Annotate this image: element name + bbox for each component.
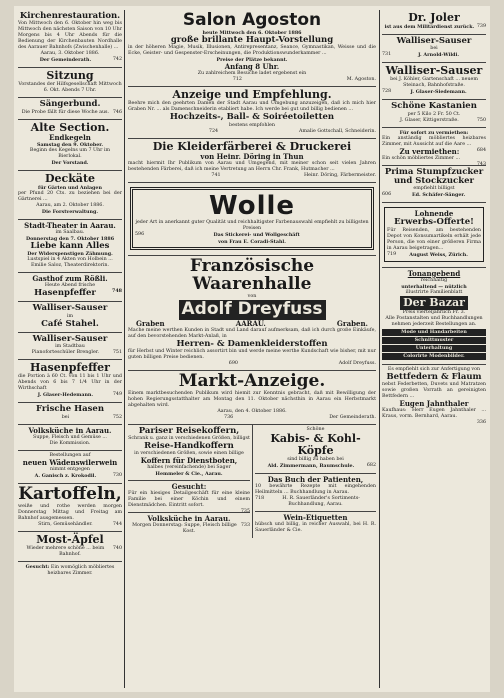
ad-subtitle: bestens empfohlen — [229, 122, 275, 128]
ad-headline: Reise-Handkoffern — [144, 441, 234, 452]
ad-headline: große brillante Haupt-Vorstellung — [170, 34, 334, 45]
ad-gesucht-koechin — [128, 481, 250, 513]
ad-frische-hasen — [18, 403, 122, 424]
ad-play-subtitle: Der Widerspenstigen Zähmung. — [27, 251, 113, 258]
ads-bottom-row — [128, 425, 376, 539]
ad-hasenpfeffer — [18, 360, 122, 403]
ad-body: per 5 Kilo 2 Fr. 50 Ct. — [407, 111, 461, 117]
ad-body: Beehre mich den geehrten Damen der Stadt Aarau und Umgebung anzuzeigen, daß ich mich hier Graben Nr. ... als Damenschneiderin etabliert habe. Ich werde bei gut und billig bedienen ... — [128, 101, 376, 113]
ad-feature-3: Unterhaltung — [415, 344, 453, 351]
ad-signature: Das Stickerei- und Wollgeschäft — [213, 232, 300, 239]
ad-number: 750 — [476, 117, 486, 123]
ad-signature: J. Glaser-Hedemann. — [37, 392, 94, 399]
ad-headline: Hochzeits-, Ball- & Soiréetoiletten — [169, 112, 335, 123]
ad-title: Walliser-Sauser — [32, 303, 108, 314]
ad-title: Gesucht: — [25, 563, 50, 570]
ad-gasthof-roessli — [18, 273, 122, 302]
ad-body: empfiehlt billigst — [413, 186, 455, 192]
ad-walliser-arnold — [382, 35, 486, 63]
ad-body: 10 bewährte Rezepte mit eingehenden Heilmitteln ... Buchhandlung in Aarau. — [255, 483, 376, 495]
ad-title: Kartoffeln, — [18, 483, 122, 504]
ad-body-2: für Herbst und Winter reichlich assortirt bin und werde meine werthe Kundschaft wie bisher, mit nur guten billigen Preise bedienen. — [128, 349, 376, 360]
ad-title: Stadt-Theater in Aarau. — [24, 220, 116, 230]
ad-kind: illustrirte Familienblatt — [405, 289, 463, 295]
ad-date: Aarau, 3. Oktober 1886. — [40, 51, 100, 57]
ad-body: sind billig zu haben bei — [287, 456, 344, 462]
ad-number-2: 743 — [476, 161, 486, 167]
ad-body: Wieder mehrere schöne ... beim Bahnhof. — [26, 545, 105, 557]
ad-signature: M. Agoston. — [346, 77, 376, 83]
ad-title: Dr. Joler — [408, 11, 460, 24]
ad-headline: Adolf Dreyfuss — [179, 300, 326, 320]
ad-number: 742 — [112, 57, 122, 63]
ad-signature: Emilie Saloz, Theaterdirektorin. — [30, 263, 110, 269]
ad-body: hübsch und billig, in reicher Auswahl, bei H. R. Sauerländer & Cie. — [255, 521, 376, 533]
ad-body: Morgen Donnerstag: Suppe, Fleisch billige Kost. — [132, 523, 237, 535]
ad-title: Salon Agoston — [182, 10, 322, 30]
ad-body: ist aus dem Militärdienst zurück. — [384, 24, 475, 31]
ad-title: Volksküche in Aarau. — [147, 514, 231, 524]
ad-title: Wolle — [208, 190, 296, 221]
ad-body: Beginn des Kegelns um 7 Uhr im Bierlokal. — [29, 147, 111, 159]
ad-number: 741 — [211, 172, 221, 178]
ad-signature: Die Forstverwaltung. — [41, 208, 99, 215]
ad-pretitle: Lohnende — [414, 209, 454, 219]
ad-body: Heute Abend frische — [44, 283, 96, 289]
ad-body-2: Kaufhaus: Herr Eugen Jahnthaler ... Kraus, vorm. Bernhard, Aarau. — [382, 408, 486, 419]
ad-gesucht — [18, 562, 122, 580]
ad-signature: H. R. Sauerländer's Sortiments-Buchhandlung, Aarau. — [282, 495, 360, 507]
ad-body: Einem marktbesuchenden Publikum wird hiemit zur Kenntnis gebracht, daß mit Bewilligung der hohen Regierungsstatthalter am Montag den 11. Oktober nächsthin in Aarau ein Herbstmarkt abgehalten wird. — [128, 390, 376, 408]
ad-number: 735 — [240, 509, 250, 515]
ad-title: Walliser-Sauser — [32, 334, 108, 345]
ad-body: nebst Federbetten, Duvets und Matratzen sowie großen Vorrath an gereinigten Bettfedern ... — [382, 382, 486, 399]
ad-zimmer — [382, 128, 486, 166]
ad-title: Französische Waarenhalle — [189, 256, 315, 294]
ad-number: 749 — [112, 392, 122, 398]
ad-number: 596 — [135, 232, 145, 238]
ad-volkskueche-2 — [128, 513, 250, 538]
ad-body: Lustspiel in 4 Akten von Holbein ... — [27, 257, 113, 263]
ad-subtitle: für Gärten und Anlagen — [38, 184, 102, 191]
ad-kartoffeln — [18, 484, 122, 532]
ad-salon-agoston — [128, 10, 376, 87]
ad-title: Walliser-Sauser — [396, 36, 472, 47]
ad-title: Prima Stumpfzucker und Stockzucker — [384, 166, 484, 187]
ad-number: 736 — [224, 414, 234, 420]
ad-body: Schrank u. ganz in verschiedenen Größen, billigst — [128, 436, 250, 442]
column-left — [18, 10, 122, 688]
ad-number: 718 — [255, 495, 265, 501]
ad-title: Frische Hasen — [35, 404, 104, 415]
ad-body: in der höheren Magie, Musik, Illusionen, Antirepresentanz, Seance, Gymnastikan, Weisse und die Ecke, Geister- und Gespenster-Erscheinungen, die Produktionswunderkammer ... — [128, 45, 376, 57]
ad-title: Bettfedern & Flaum — [386, 371, 482, 382]
ad-signature: August Weiss, Zürich. — [409, 251, 468, 258]
ad-number: 606 — [382, 192, 392, 198]
ad-number: 719 — [387, 251, 397, 257]
ad-title: Most-Äpfel — [36, 532, 104, 546]
ad-dreyfuss — [128, 256, 376, 371]
ad-body: per Pfund 20 Cts. zu beziehen bei der Gärtnerei ... — [18, 190, 122, 202]
ad-number: 740 — [112, 545, 122, 551]
ad-feature-2: Schnittmuster — [414, 336, 454, 343]
ad-signature: Pianoforteschüler Brengler. — [31, 350, 100, 356]
ad-most-aepfel — [18, 532, 122, 562]
ad-title: Für sofort zu vermiethen: — [399, 129, 469, 136]
ad-title: Kirchenrestauration. — [19, 11, 121, 21]
ad-body: Ein anständig möbliertes heizbares Zimmer, mit Aussicht auf die Aare ... — [382, 135, 486, 147]
ad-body: Von Mittwoch den 6. Oktober hin weg bis Mittwoch den nächsten Saison von 10 Uhr Morgens bis 4 Uhr Abends für die Bedienung der Kirchenbauten Nordhalle des Aarauer Bahnhofs (Zwischenhalle) ... — [18, 21, 122, 51]
ad-headline: Eugen Jahnthaler — [399, 398, 469, 408]
column-divider — [124, 10, 125, 688]
ad-title: Wein-Etiquetten — [283, 512, 348, 522]
ad-number: 748 — [111, 288, 122, 295]
ad-signature: Adolf Dreyfuss. — [338, 360, 376, 366]
ad-body: bei — [61, 414, 70, 420]
ad-body: bei — [430, 46, 438, 52]
ad-number: 751 — [112, 350, 122, 356]
ad-wein-etiquetten — [255, 512, 376, 537]
ad-title: Gasthof zum Rößli. — [32, 274, 108, 284]
ad-subtitle: Endkegeln — [49, 132, 91, 142]
ad-headline: Hasenpfeffer — [34, 288, 96, 299]
ad-title: Pariser Reisekoffern, — [138, 425, 240, 436]
ad-location-right: Graben. — [336, 318, 368, 328]
ad-headline: Café Stahel. — [41, 318, 99, 329]
ad-title: Alte Section. — [30, 120, 110, 134]
ad-stadt-theater — [18, 220, 122, 273]
ad-body-3: halbes (vereinfachende) bei Sager — [147, 465, 231, 471]
ad-title: Walliser-Sauser — [385, 64, 483, 78]
ad-title: Die Kleiderfärberei & Druckerei — [152, 139, 352, 153]
ad-signature: Der Gemeinderath. — [329, 414, 376, 420]
ad-date: heute Mittwoch den 6. Oktober 1886 — [202, 29, 302, 36]
ad-number: 336 — [476, 419, 486, 425]
ad-pretitle: Tonangebend — [407, 268, 461, 278]
ad-anzeige-empfehlung — [128, 87, 376, 138]
ad-body-2: Ein schön möbliertes Zimmer ... — [382, 155, 461, 161]
ad-title: Volksküche in Aarau. — [28, 425, 112, 435]
ad-markt-anzeige — [128, 371, 376, 425]
ad-koffern — [128, 425, 250, 482]
ad-prices: Preise der Plätze bekannt. — [216, 57, 288, 64]
ad-number: 752 — [112, 414, 122, 420]
ad-body: Die Probe fällt für diese Woche aus. — [21, 109, 110, 115]
ad-deckaete — [18, 171, 122, 220]
ad-saengerbund — [18, 98, 122, 119]
ad-pretitle: Es empfiehlt sich zur Anfertigung von — [387, 366, 481, 372]
ad-number: 731 — [382, 52, 392, 58]
ad-buch-patienten — [255, 474, 376, 512]
ad-signature: Die Kommission. — [49, 440, 91, 446]
ad-prima-zucker — [382, 166, 486, 204]
ad-title-2: Zu vermiethen: — [399, 146, 460, 156]
ad-number: 746 — [112, 109, 122, 115]
ad-signature: Stirn, Gemüsehändler. — [38, 521, 93, 527]
ad-bettfedern — [382, 365, 486, 423]
ad-body: jeder Art in anerkannt guter Qualität und reichhaltigster Farbenauswahl empfiehlt zu billigsten Preisen — [135, 220, 369, 232]
ad-signature: J. Glaser, Kittigerstraße. — [400, 117, 459, 123]
ad-title: Markt-Anzeige. — [178, 370, 326, 391]
ad-body: Für ein hiesiges Detailgeschäft für eine kleine Familie bei einer Köchin und einem Dienstmädchen. Eintritt sofort. — [128, 491, 250, 509]
ad-subtitle: reichhaltig — [420, 277, 448, 283]
ad-body: die Portion à 60 Ct. von 11 bis 1 Uhr und Abends von 6 bis 7 1/4 Uhr in der Wirthschaft — [18, 374, 122, 392]
ad-location-left: Graben — [136, 318, 165, 328]
ad-title: Deckäte — [44, 171, 96, 185]
column-right — [382, 10, 486, 688]
ad-body: Suppe, Fleisch und Gemüse ... — [33, 434, 107, 440]
ad-play-title: Liebe kann Alles — [30, 240, 110, 251]
ad-headline: neuen Wädenswilerwein — [22, 457, 118, 467]
ad-walliser-koehler — [382, 63, 486, 100]
ad-dr-joler — [382, 10, 486, 35]
ads-bottom-left — [128, 425, 253, 539]
ad-order-info: Alle Postanstalten und Buchhandlungen nehmen jederzeit Bestellungen an. — [385, 315, 483, 327]
ad-body: im — [66, 313, 74, 319]
ad-volkskueche — [18, 425, 122, 451]
ad-body: Ein womöglich möbliertes heizbares Zimmer. — [47, 564, 115, 576]
ad-number: 739 — [476, 24, 486, 30]
column-center — [128, 10, 376, 688]
ad-location: AARAU. — [235, 318, 266, 328]
ad-date: Samstag den 9. Oktober. — [36, 141, 104, 148]
ad-date: Aarau, am 2. Oktober 1886. — [36, 202, 104, 208]
ad-der-bazar — [382, 268, 486, 365]
ad-sitzung — [18, 68, 122, 98]
ad-signature: A. Ganisch z. Krokodil. — [34, 472, 97, 479]
ad-signature-name: von Frau E. Coradi-Stahl. — [218, 239, 286, 246]
ad-title: Bestellungen auf — [49, 452, 91, 458]
ad-kirchenrestauration — [18, 10, 122, 68]
ad-body: nimmt entgegen — [50, 466, 90, 472]
ad-date: Aarau, den 4. Oktober 1886. — [217, 408, 287, 414]
ad-title: Sängerbund. — [39, 99, 101, 110]
ad-number: 724 — [208, 128, 219, 134]
ad-title: Gesucht: — [171, 482, 207, 492]
ad-number: 733 — [240, 523, 250, 529]
ad-title: Der Bazar — [400, 296, 468, 310]
ad-body: Vorstandes der Hilfsgesellschaft Mittwoch 6. Okt. Abends 7 Uhr. — [18, 82, 122, 94]
ad-signature: Heinr. Döring, Färbermeister. — [303, 172, 376, 178]
ad-alte-section — [18, 120, 122, 171]
ad-number: 684 — [476, 147, 486, 153]
ad-title: Kabis- & Kohl-Köpfe — [270, 431, 361, 457]
ad-body: macht hiermit Ihr Publikum von Aarau und Umgegend, mit meiner schon seit vielen Jahren bestehenden Färberei, daß ich meine Vertretung an Herrn Chr. Frank, Hutmacher ... — [128, 160, 376, 172]
ad-signature: J. Glaser-Siedemann. — [410, 89, 467, 96]
ad-signature: Ald. Zimmermann, Baumschule. — [267, 462, 355, 469]
ad-kabis — [255, 425, 376, 474]
ad-title: Anzeige und Empfehlung. — [172, 88, 332, 102]
ad-body: Für Reisenden, am bestehenden Depot von Konsumartikeln erhält jede Person, die von einer größeren Firma in Aarau beigetragen... — [387, 227, 481, 251]
ad-wolle — [128, 183, 376, 257]
ad-kastanien — [382, 100, 486, 127]
ad-signature: Ed. Schäfer-Sänger. — [411, 192, 466, 199]
ad-number: 690 — [228, 360, 238, 366]
ad-title: Schöne Kastanien — [391, 101, 477, 112]
ad-body: im Stadtbau — [55, 344, 85, 350]
ad-product: Herren- & Damenkleiderstoffen — [176, 338, 328, 349]
ad-signature: Amalie Gottschall, Schneiderin. — [299, 128, 376, 134]
ad-body-2: in verschiedenen Größen, sowie einen billige — [134, 451, 244, 457]
ad-waedenswiler — [18, 451, 122, 484]
ad-tagline: unterhaltend — nützlich — [401, 283, 467, 290]
newspaper-page — [14, 6, 490, 692]
ad-title: Hasenpfeffer — [30, 361, 110, 375]
ad-title: Das Buch der Patienten, — [267, 474, 364, 484]
ad-number: 730 — [112, 472, 122, 478]
ad-walliser-cafe-stahel — [18, 302, 122, 333]
ad-headline-2: Koffern für Dienstboten, — [140, 456, 238, 466]
ad-walliser-stadtbau — [18, 333, 122, 360]
ad-title: Erwerbs-Offerte! — [394, 217, 474, 228]
ad-subtitle: von Heinr. Döring in Thun — [200, 151, 304, 161]
ad-number: 728 — [382, 89, 392, 95]
ad-signature: Der Vorstand. — [51, 159, 89, 166]
ad-body: Zu zahlreichem Besuche ladet ergebenst ein — [197, 71, 307, 77]
column-divider — [379, 10, 380, 688]
ad-body: weiße und rothe werden morgen Donnerstag Mittag und Freitag am Bahnhof ausgemessen. — [18, 503, 122, 521]
ad-kleiderfaerberei — [128, 139, 376, 183]
ad-signature: Der Gemeinderath. — [39, 57, 92, 64]
ad-signature: J. Arnold-Wildi. — [418, 52, 460, 59]
ad-date: Donnerstag den 7. Oktober 1886 — [25, 235, 115, 242]
ad-number: 744 — [112, 521, 122, 527]
ad-time: Anfang 8 Uhr. — [224, 62, 280, 72]
ad-pretitle: Schöne — [306, 426, 325, 432]
ad-body: Mache meine werthen Kunden in Stadt und Land darauf aufmerksam, daß ich durch große Einkäufe, auf den bevorstehenden Markt-Anlaß, in — [128, 327, 376, 339]
ad-von: von — [247, 293, 257, 299]
ads-bottom-right — [253, 425, 376, 539]
ad-number: 682 — [366, 462, 376, 468]
ad-price: Preis vierteljährlich Fr. 3. — [402, 309, 466, 315]
ad-signature: Hemmeler & Cie., Aarau. — [155, 471, 223, 478]
ad-feature-4: Colorirte Modenbilder. — [403, 352, 465, 359]
ad-title: Sitzung — [46, 69, 94, 83]
ad-erwerbs-offerte — [382, 203, 486, 267]
ad-body: bei J. Köhler, Gartenschaft ... neuem Steinach, Bahnhofstraße. — [390, 77, 478, 89]
ad-number: 712 — [232, 77, 242, 83]
ad-subtitle: im Saalbau. — [55, 229, 85, 235]
ad-feature-1: Mode und Handarbeiten — [401, 328, 467, 335]
